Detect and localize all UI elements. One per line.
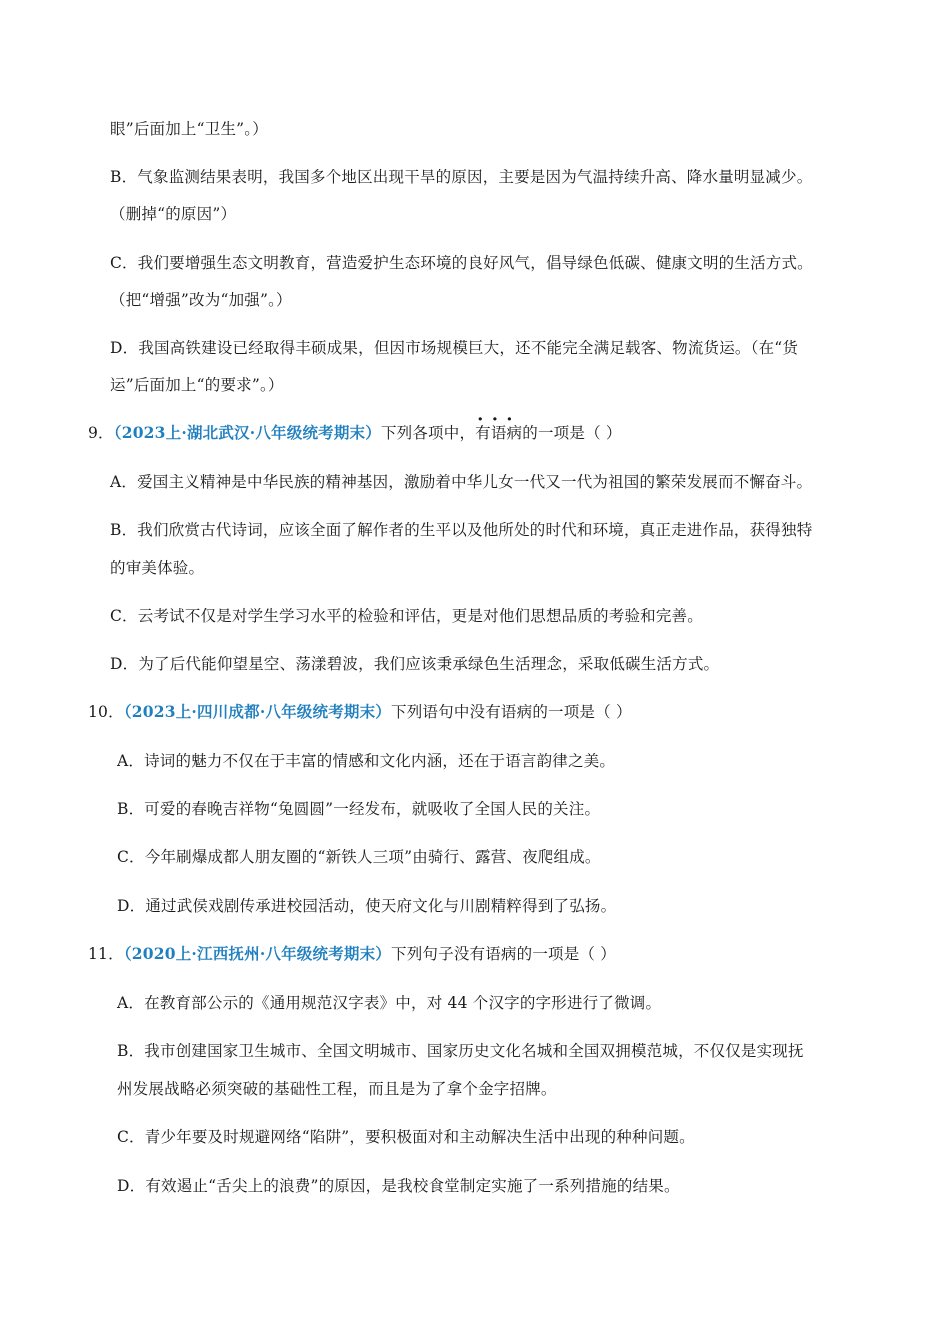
q10-stem [0,700,950,724]
question-number: 9． [88,424,114,442]
question-number: 11． [88,945,124,963]
q8-option-b-note: （删掉“的原因”） [110,205,237,223]
q9-option-a: A．爱国主义精神是中华民族的精神基因，激励着中华儿女一代又一代为祖国的繁荣发展而不懈奋斗。 [110,473,813,491]
q9-option-c: C．云考试不仅是对学生学习水平的检验和评估，更是对他们思想品质的考验和完善。 [110,607,703,625]
q9-stem [0,421,950,445]
q10-option-c: C．今年刷爆成都人朋友圈的“新铁人三项”由骑行、露营、夜爬组成。 [117,848,601,866]
q9-option-b: B．我们欣赏古代诗词，应该全面了解作者的生平以及他所处的时代和环境，真正走进作品，获得独特 [110,521,813,539]
question-stem-emphasis: · · · 有语病 [475,424,522,442]
q8-option-b: B．气象监测结果表明，我国多个地区出现干旱的原因，主要是因为气温持续升高、降水量明显减少。 [110,168,813,186]
q8-option-d-note: 运”后面加上“的要求”。） [110,376,284,394]
question-stem: 下列语句中没有语病的一项是（ ） [391,703,632,721]
q8-option-c: C．我们要增强生态文明教育，营造爱护生态环境的良好风气，倡导绿色低碳、健康文明的生活方式。 [110,254,813,272]
question-source: （2023上·湖北武汉·八年级统考期末） [113,423,381,442]
question-stem: 下列句子没有语病的一项是（ ） [391,945,616,963]
q8-option-d: D．我国高铁建设已经取得丰硕成果，但因市场规模巨大，还不能完全满足载客、物流货运。（在“货 [110,339,799,357]
question-source: （2020上·江西抚州·八年级统考期末） [123,944,392,963]
q10-option-b: B．可爱的春晚吉祥物“兔圆圆”一经发布，就吸收了全国人民的关注。 [117,800,601,818]
q9-option-b-continuation: 的审美体验。 [110,559,205,577]
question-source: （2023上·四川成都·八年级统考期末） [123,702,392,721]
q10-option-a: A．诗词的魅力不仅在于丰富的情感和文化内涵，还在于语言韵律之美。 [117,752,616,770]
q10-option-d: D．通过武侯戏剧传承进校园活动，使天府文化与川剧精粹得到了弘扬。 [117,897,617,915]
question-stem-pre: 下列各项中， [380,424,476,442]
q11-option-b-continuation: 州发展战略必须突破的基础性工程，而且是为了拿个金字招牌。 [117,1080,557,1098]
question-number: 10． [88,703,124,721]
q11-option-d: D．有效遏止“舌尖上的浪费”的原因，是我校食堂制定实施了一系列措施的结果。 [117,1177,680,1195]
q8-option-a-continuation: 眼”后面加上“卫生”。） [110,120,268,138]
q11-stem [0,942,950,966]
q11-option-a: A．在教育部公示的《通用规范汉字表》中，对 44 个汉字的字形进行了微调。 [117,994,662,1012]
q11-option-b: B．我市创建国家卫生城市、全国文明城市、国家历史文化名城和全国双拥模范城，不仅仅是实现抚 [117,1042,804,1060]
q11-option-c: C．青少年要及时规避网络“陷阱”，要积极面对和主动解决生活中出现的种种问题。 [117,1128,695,1146]
question-stem-post: 的一项是（ ） [522,424,622,442]
q9-option-d: D．为了后代能仰望星空、荡漾碧波，我们应该秉承绿色生活理念，采取低碳生活方式。 [110,655,720,673]
q8-option-c-note: （把“增强”改为“加强”。） [110,291,292,309]
